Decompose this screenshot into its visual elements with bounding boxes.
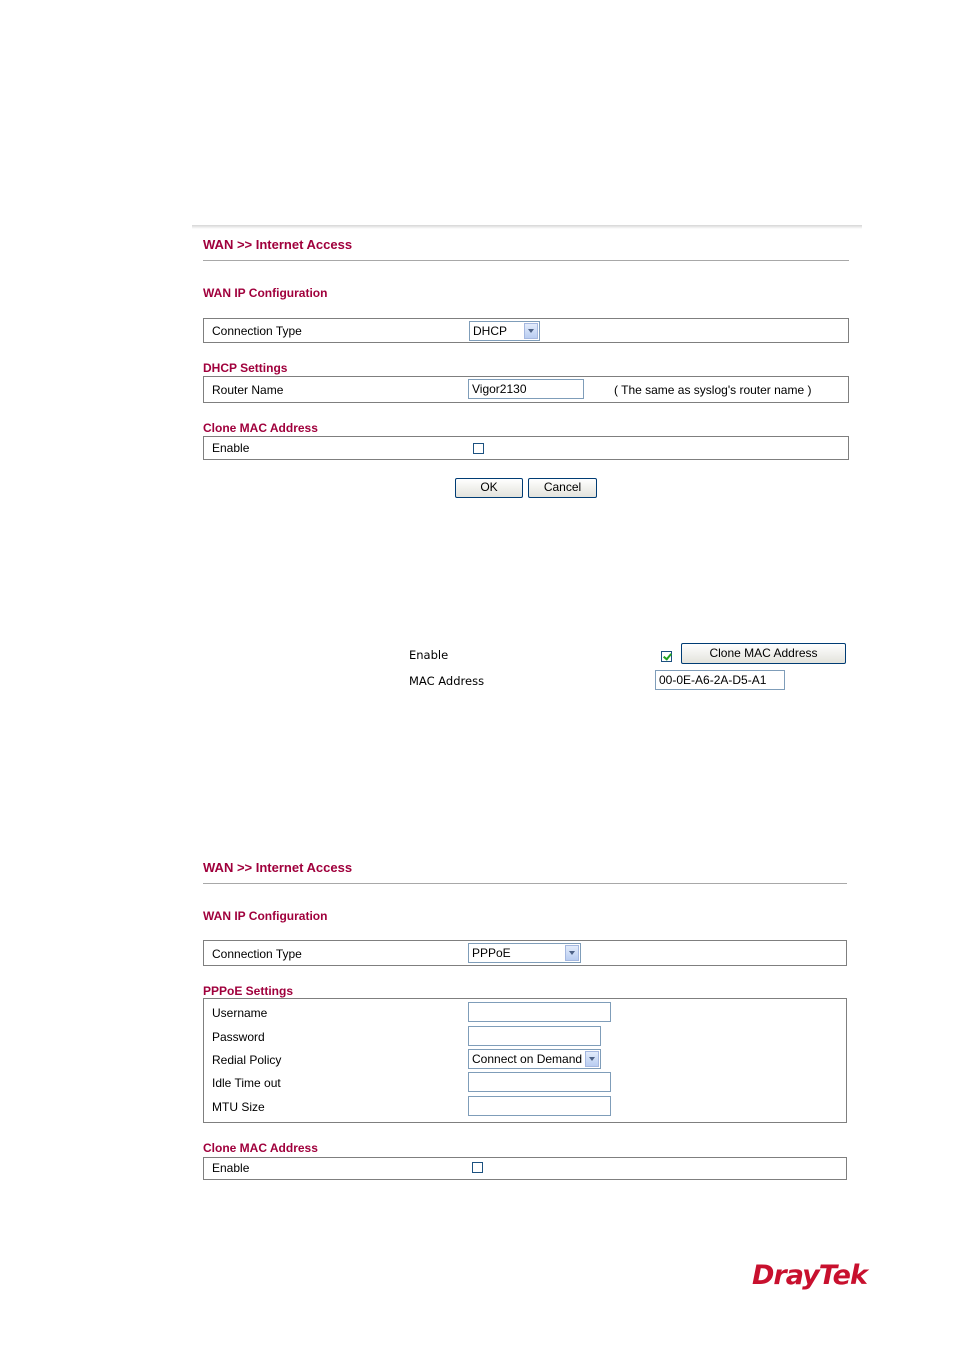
router-name-note: ( The same as syslog's router name ) (614, 383, 812, 397)
clone-mac-address-button[interactable]: Clone MAC Address (681, 643, 846, 664)
breadcrumb: WAN >> Internet Access (203, 860, 353, 875)
chevron-down-icon (524, 323, 538, 339)
connection-type-select[interactable] (468, 943, 581, 963)
mtu-size-label: MTU Size (212, 1100, 265, 1114)
section-title-wan-ip: WAN IP Configuration (203, 909, 328, 923)
mtu-size-input[interactable] (468, 1096, 611, 1116)
section-title-dhcp: DHCP Settings (203, 361, 288, 375)
chevron-down-icon (585, 1051, 599, 1067)
detail-enable-checkbox[interactable] (661, 651, 672, 662)
clone-mac-enable-label: Enable (212, 1161, 250, 1175)
router-name-label: Router Name (212, 383, 284, 397)
username-input[interactable] (468, 1002, 611, 1022)
password-input[interactable] (468, 1026, 601, 1046)
breadcrumb: WAN >> Internet Access (203, 237, 353, 252)
mac-address-label: MAC Address (409, 674, 485, 688)
draytek-logo: DrayTek (752, 1260, 867, 1291)
clone-mac-enable-label: Enable (212, 441, 250, 455)
router-name-input[interactable] (468, 379, 584, 399)
detail-enable-label: Enable (409, 648, 449, 662)
connection-type-label: Connection Type (212, 324, 302, 338)
clone-mac-box (203, 436, 849, 460)
idle-timeout-input[interactable] (468, 1072, 611, 1092)
connection-type-value: PPPoE (472, 946, 511, 960)
connection-type-value: DHCP (473, 324, 508, 338)
cancel-button[interactable]: Cancel (528, 478, 597, 498)
section-title-pppoe: PPPoE Settings (203, 984, 294, 998)
clone-mac-box (203, 1157, 847, 1180)
redial-policy-value: Connect on Demand (472, 1052, 583, 1066)
password-label: Password (212, 1030, 265, 1044)
idle-timeout-label: Idle Time out (212, 1076, 281, 1090)
redial-policy-label: Redial Policy (212, 1053, 282, 1067)
divider (203, 260, 849, 261)
connection-type-label: Connection Type (212, 947, 302, 961)
clone-mac-enable-checkbox[interactable] (473, 443, 484, 454)
section-title-clone-mac: Clone MAC Address (203, 1141, 318, 1155)
section-title-clone-mac: Clone MAC Address (203, 421, 318, 435)
section-title-wan-ip: WAN IP Configuration (203, 286, 328, 300)
chevron-down-icon (565, 945, 579, 961)
username-label: Username (212, 1006, 268, 1020)
ok-button[interactable]: OK (455, 478, 523, 498)
connection-type-select[interactable] (469, 321, 540, 341)
top-shadow (192, 225, 862, 229)
clone-mac-enable-checkbox[interactable] (472, 1162, 483, 1173)
mac-address-input[interactable] (655, 670, 785, 690)
divider (203, 883, 847, 884)
redial-policy-select[interactable] (468, 1049, 601, 1069)
